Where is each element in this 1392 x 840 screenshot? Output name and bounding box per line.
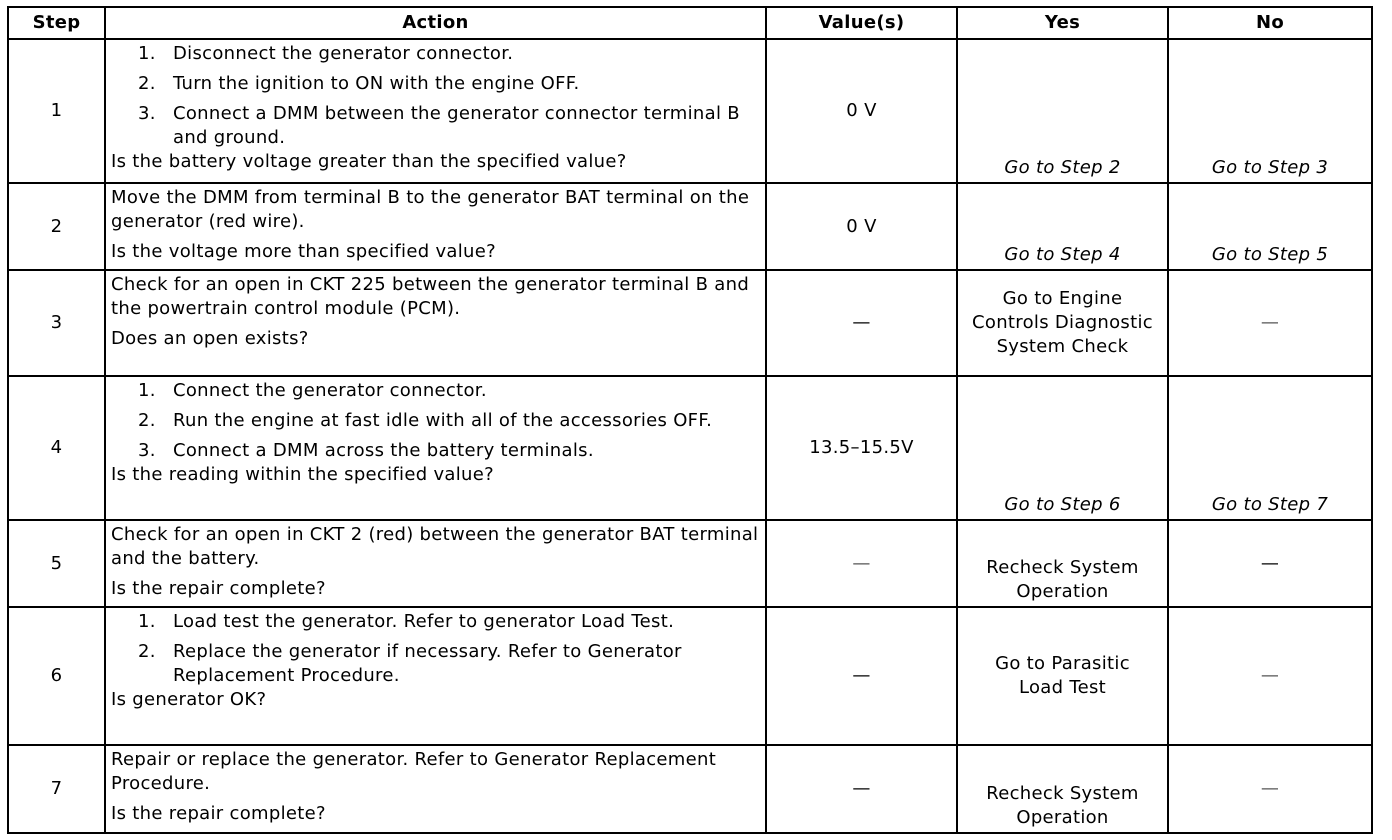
question-text: Is the repair complete? [111,803,326,824]
yes-action: Go to Engine Controls Diagnostic System Check [957,270,1168,376]
question-text: Does an open exists? [111,328,309,349]
step-number: 5 [8,520,105,607]
list-item [111,610,759,634]
list-item [111,102,759,150]
item-number: 2. [138,410,156,431]
no-action: — [1168,520,1372,607]
yes-action: Go to Parasitic Load Test [957,607,1168,745]
yes-action: Go to Step 4 [957,183,1168,270]
action-text: Check for an open in CKT 225 between the generator terminal B and the powertrain control module (PCM). [111,274,750,319]
action-text: Repair or replace the generator. Refer to Generator Replacement Procedure. [111,749,717,794]
question-text: Is generator OK? [111,689,267,710]
item-text: Replace the generator if necessary. Refer to Generator Replacement Procedure. [173,641,682,686]
question-text: Is the reading within the specified value? [111,464,494,485]
list-item [111,379,759,403]
action-text: Check for an open in CKT 2 (red) between the generator BAT terminal and the battery. [111,524,759,569]
table-row [8,745,1372,833]
step-number: 6 [8,607,105,745]
action-cell [105,270,766,376]
value-cell: 0 V [766,39,957,183]
question-text: Is the repair complete? [111,578,326,599]
question-text: Is the voltage more than specified value? [111,241,496,262]
action-cell [105,745,766,833]
yes-action: Recheck System Operation [957,520,1168,607]
header-yes: Yes [957,7,1168,39]
header-step: Step [8,7,105,39]
item-number: 1. [138,380,156,401]
no-action: — [1168,745,1372,833]
item-text: Run the engine at fast idle with all of the accessories OFF. [173,410,713,431]
no-action: — [1168,270,1372,376]
item-text: Load test the generator. Refer to generator Load Test. [173,611,675,632]
action-text: Move the DMM from terminal B to the generator BAT terminal on the generator (red wire). [111,187,750,232]
item-text: Turn the ignition to ON with the engine OFF. [173,73,580,94]
list-item [111,409,759,433]
list-item [111,439,759,463]
item-text: Connect a DMM across the battery terminals. [173,440,594,461]
step-number: 4 [8,376,105,520]
table-row [8,607,1372,745]
item-number: 3. [138,440,156,461]
yes-action: Go to Step 2 [957,39,1168,183]
header-no: No [1168,7,1372,39]
no-action: Go to Step 3 [1168,39,1372,183]
value-cell: 13.5–15.5V [766,376,957,520]
item-text: Connect the generator connector. [173,380,487,401]
value-cell: 0 V [766,183,957,270]
list-item [111,42,759,66]
step-number: 3 [8,270,105,376]
list-item [111,640,759,688]
item-number: 2. [138,641,156,662]
no-action: Go to Step 7 [1168,376,1372,520]
value-cell: — [766,607,957,745]
item-number: 2. [138,73,156,94]
value-cell: — [766,520,957,607]
item-number: 1. [138,611,156,632]
action-cell [105,520,766,607]
action-cell [105,607,766,745]
diagnostic-table-container [7,6,1371,834]
item-text: Connect a DMM between the generator connector terminal B and ground. [173,103,740,148]
question-text: Is the battery voltage greater than the specified value? [111,151,627,172]
action-steps [111,42,759,150]
header-action: Action [105,7,766,39]
table-row [8,270,1372,376]
yes-action: Go to Step 6 [957,376,1168,520]
table-row [8,376,1372,520]
item-number: 1. [138,43,156,64]
item-number: 3. [138,103,156,124]
action-cell [105,183,766,270]
yes-action: Recheck System Operation [957,745,1168,833]
diagnostic-table [7,6,1373,834]
action-cell [105,376,766,520]
table-row [8,39,1372,183]
action-steps [111,379,759,463]
step-number: 1 [8,39,105,183]
no-action: Go to Step 5 [1168,183,1372,270]
value-cell: — [766,745,957,833]
step-number: 7 [8,745,105,833]
header-values: Value(s) [766,7,957,39]
table-row [8,520,1372,607]
list-item [111,72,759,96]
table-row [8,183,1372,270]
item-text: Disconnect the generator connector. [173,43,514,64]
step-number: 2 [8,183,105,270]
header-row [8,7,1372,39]
value-cell: — [766,270,957,376]
action-steps [111,610,759,688]
action-cell [105,39,766,183]
no-action: — [1168,607,1372,745]
